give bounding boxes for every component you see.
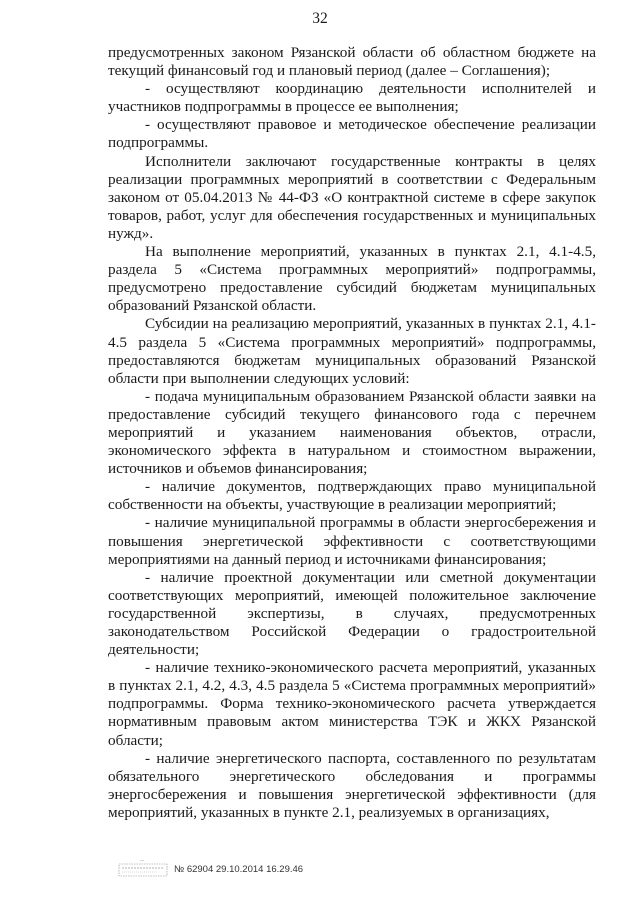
paragraph: Субсидии на реализацию мероприятий, указанных в пунктах 2.1, 4.1-4.5 раздела 5 «Система программных мероприятий» подпрограммы, предоставляются бюджетам муниципальных образований Рязанской области при выполнении следующих условий: bbox=[108, 315, 596, 387]
paragraph: Исполнители заключают государственные контракты в целях реализации программных мероприятий в соответствии с Федеральным законом от 05.04.2013 № 44-ФЗ «О контрактной системе в сфере закупок товаров, работ, услуг для обеспечения государственных и муниципальных нужд». bbox=[108, 152, 596, 242]
paragraph: предусмотренных законом Рязанской области об областном бюджете на текущий финансовый год и плановый период (далее – Соглашения); bbox=[108, 44, 596, 80]
paragraph: - наличие технико-экономического расчета мероприятий, указанных в пунктах 2.1, 4.2, 4.3, 4.5 раздела 5 «Система программных мероприятий» подпрограммы. Форма технико-экономического расчета утверждается нормативным правовым актом министерства ТЭК и ЖКХ Рязанской области; bbox=[108, 659, 596, 749]
page-number: 32 bbox=[312, 10, 328, 27]
document-body bbox=[108, 44, 596, 822]
paragraph: - осуществляют координацию деятельности исполнителей и участников подпрограммы в процессе ее выполнения; bbox=[108, 80, 596, 116]
document-footer bbox=[118, 860, 303, 878]
paragraph: На выполнение мероприятий, указанных в пунктах 2.1, 4.1-4.5, раздела 5 «Система программных мероприятий» подпрограммы, предусмотрено предоставление субсидий бюджетам муниципальных образований Рязанской области. bbox=[108, 243, 596, 315]
document-registration-info: № 62904 29.10.2014 16.29.46 bbox=[174, 863, 304, 875]
paragraph: - осуществляют правовое и методическое обеспечение реализации подпрограммы. bbox=[108, 116, 596, 152]
paragraph: - подача муниципальным образованием Рязанской области заявки на предоставление субсидий текущего финансового года с перечнем мероприятий и указанием наименования объектов, отрасли, экономического эффекта в натуральном и стоимостном выражении, источников и объемов финансирования; bbox=[108, 387, 596, 478]
paragraph: - наличие муниципальной программы в области энергосбережения и повышения энергетической эффективности с соответствующими мероприятиями на данный период и источниками финансирования; bbox=[108, 514, 596, 568]
paragraph: - наличие энергетического паспорта, составленного по результатам обязательного энергетического обследования и программы энергосбережения и повышения энергетической эффективности (для мероприятий, указанных в пункте 2.1, реализуемых в организациях, bbox=[108, 749, 596, 821]
registration-stamp-icon bbox=[118, 860, 168, 878]
paragraph: - наличие проектной документации или сметной документации соответствующих мероприятий, имеющей положительное заключение государственной экспертизы, в случаях, предусмотренных законодательством Российской Федерации о градостроительной деятельности; bbox=[108, 568, 596, 659]
paragraph: - наличие документов, подтверждающих право муниципальной собственности на объекты, участвующие в реализации мероприятий; bbox=[108, 478, 596, 514]
